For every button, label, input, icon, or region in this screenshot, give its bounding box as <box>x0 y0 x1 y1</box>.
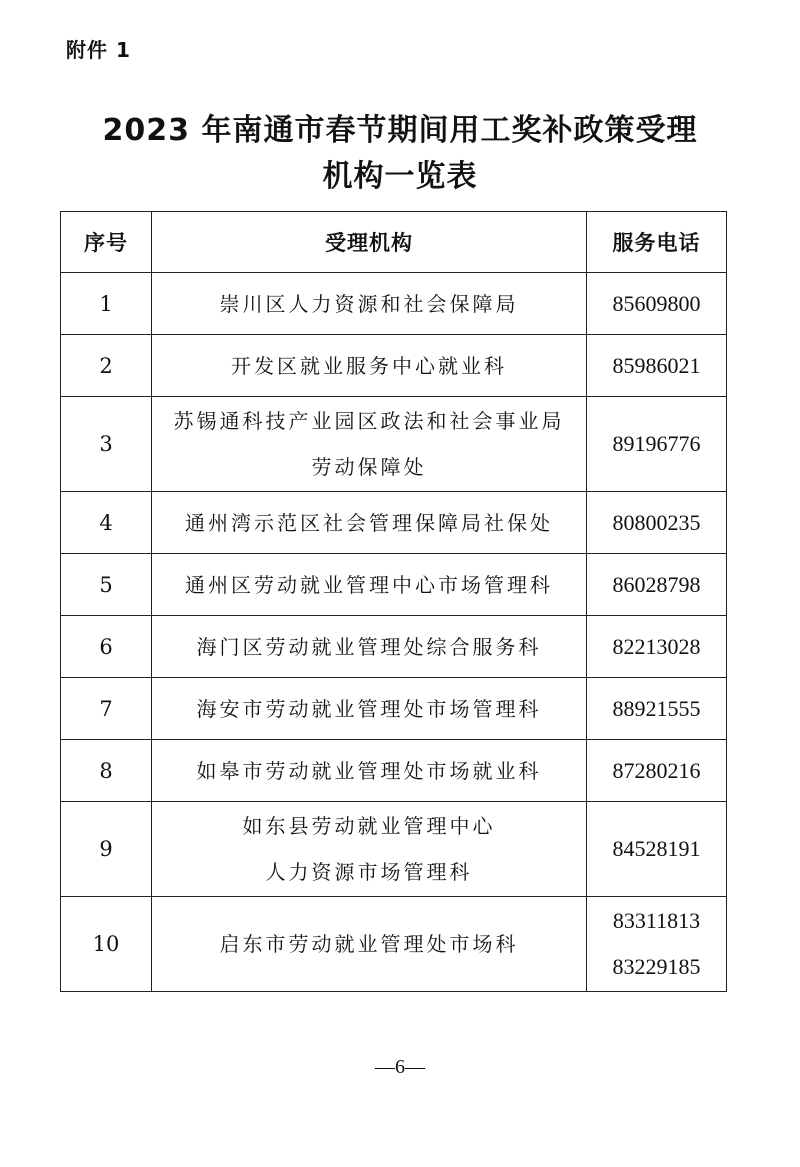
tel-line: 82213028 <box>612 633 701 659</box>
row-org <box>152 897 587 992</box>
page-number: —6— <box>375 1056 425 1078</box>
org-line: 启东市劳动就业管理处市场科 <box>219 932 519 956</box>
org-line: 劳动保障处 <box>311 455 427 479</box>
header-seq: 序号 <box>61 212 152 273</box>
table-row <box>61 397 727 492</box>
table-row <box>61 616 727 678</box>
table-row <box>61 335 727 397</box>
row-tel <box>587 678 727 740</box>
row-seq: 5 <box>61 554 152 616</box>
tel-line: 83311813 <box>612 908 701 933</box>
row-seq: 6 <box>61 616 152 678</box>
tel-line: 84528191 <box>612 836 701 861</box>
org-line: 海安市劳动就业管理处市场管理科 <box>196 696 542 721</box>
tel-line: 88921555 <box>612 695 701 721</box>
row-seq: 4 <box>61 492 152 554</box>
row-org <box>152 616 587 678</box>
header-org: 受理机构 <box>152 212 587 273</box>
table-row <box>61 897 727 992</box>
row-seq: 8 <box>61 740 152 802</box>
row-org <box>152 273 587 335</box>
row-org <box>152 492 587 554</box>
row-tel <box>587 802 727 897</box>
row-tel <box>587 273 727 335</box>
row-seq: 1 <box>61 273 152 335</box>
table-row <box>61 678 727 740</box>
tel-line: 83229185 <box>612 954 701 979</box>
row-seq: 3 <box>61 397 152 492</box>
document-title <box>60 108 740 200</box>
title-line-1: 2023 年南通市春节期间用工奖补政策受理 <box>102 113 698 148</box>
table-header-row <box>61 212 727 273</box>
org-line: 通州湾示范区社会管理保障局社保处 <box>185 510 553 535</box>
row-seq: 10 <box>61 897 152 992</box>
table-body <box>61 273 727 992</box>
row-org <box>152 740 587 802</box>
tel-line: 86028798 <box>612 571 701 597</box>
org-line: 崇川区人力资源和社会保障局 <box>219 291 519 316</box>
row-tel <box>587 397 727 492</box>
tel-line: 85609800 <box>612 290 701 316</box>
table-row <box>61 740 727 802</box>
table-row <box>61 802 727 897</box>
row-tel <box>587 616 727 678</box>
row-org <box>152 802 587 897</box>
tel-line: 89196776 <box>612 431 701 456</box>
attachment-label: 附件 1 <box>66 38 131 62</box>
org-line: 如皋市劳动就业管理处市场就业科 <box>196 758 542 783</box>
table-row <box>61 554 727 616</box>
org-line: 苏锡通科技产业园区政法和社会事业局 <box>173 409 565 433</box>
row-tel <box>587 740 727 802</box>
org-line: 海门区劳动就业管理处综合服务科 <box>196 634 542 659</box>
org-line: 人力资源市场管理科 <box>265 860 473 884</box>
row-org <box>152 554 587 616</box>
header-tel: 服务电话 <box>587 212 727 273</box>
org-line: 如东县劳动就业管理中心 <box>242 814 496 838</box>
row-seq: 2 <box>61 335 152 397</box>
row-tel <box>587 554 727 616</box>
title-line-2: 机构一览表 <box>322 159 478 194</box>
row-org <box>152 397 587 492</box>
row-tel <box>587 492 727 554</box>
table-row <box>61 273 727 335</box>
org-line: 开发区就业服务中心就业科 <box>231 353 507 378</box>
row-tel <box>587 897 727 992</box>
row-seq: 9 <box>61 802 152 897</box>
row-org <box>152 335 587 397</box>
tel-line: 87280216 <box>612 757 701 783</box>
tel-line: 80800235 <box>612 509 701 535</box>
row-org <box>152 678 587 740</box>
org-line: 通州区劳动就业管理中心市场管理科 <box>185 572 553 597</box>
row-tel <box>587 335 727 397</box>
institution-table <box>60 211 727 992</box>
tel-line: 85986021 <box>612 352 701 378</box>
row-seq: 7 <box>61 678 152 740</box>
table-row <box>61 492 727 554</box>
